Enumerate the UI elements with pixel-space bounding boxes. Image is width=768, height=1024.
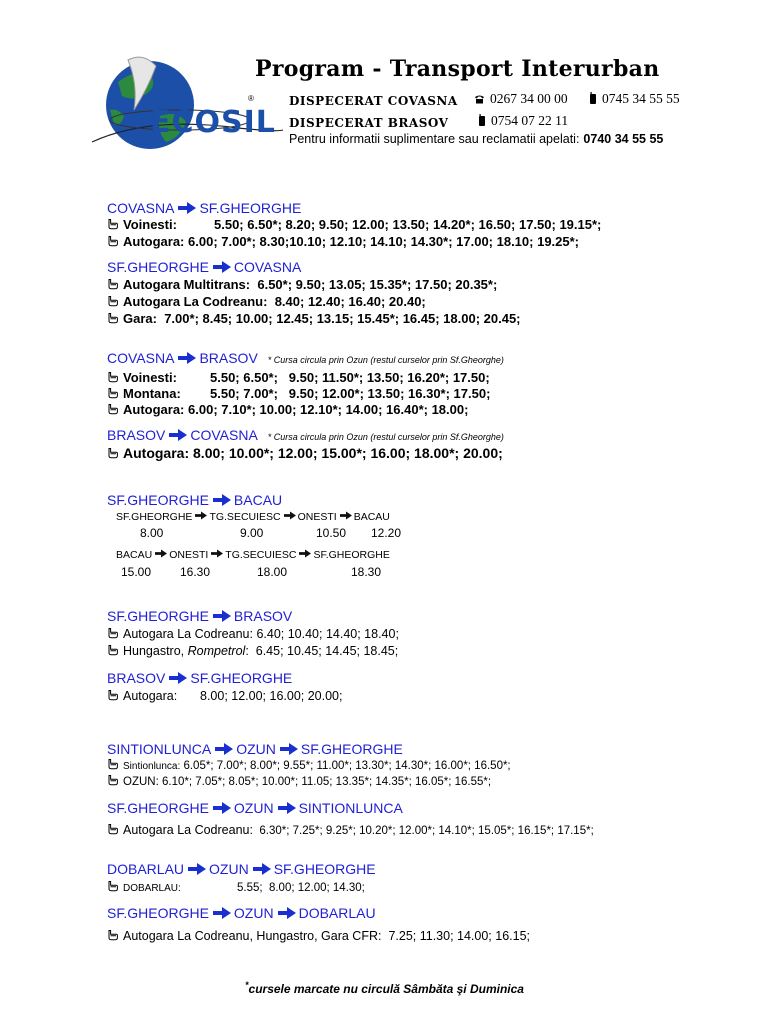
stop-time: 15.00 bbox=[121, 565, 152, 579]
schedule-line: Autogara La Codreanu: 8.40; 12.40; 16.40; 20.40; bbox=[107, 294, 426, 309]
dispatch-covasna-mobile: 0745 34 55 55 bbox=[589, 91, 680, 108]
route-dobarlau-ozun-sfgheorghe: DOBARLAU OZUN SF.GHEORGHE bbox=[107, 861, 376, 877]
stops-chain-return: BACAU ONESTI TG.SECUIESC SF.GHEORGHE bbox=[116, 549, 390, 561]
schedule-line: Sintionlunca: 6.05*; 7.00*; 8.00*; 9.55*; 11.00*; 13.30*; 14.30*; 16.00*; 16.50*; bbox=[107, 758, 511, 772]
registered-mark: ® bbox=[248, 94, 254, 103]
logo-text: ECOSIL bbox=[150, 105, 276, 140]
schedule-line: Montana: 5.50; 7.00*; 9.50; 12.00*; 13.50; 16.30*; 17.50; bbox=[107, 386, 490, 401]
route-brasov-covasna: BRASOV COVASNA * Cursa circula prin Ozun (restul curselor prin Sf.Gheorghe) bbox=[107, 427, 504, 443]
stops-chain-outbound: SF.GHEORGHE TG.SECUIESC ONESTI BACAU bbox=[116, 511, 390, 523]
route-sfgheorghe-brasov: SF.GHEORGHE BRASOV bbox=[107, 608, 293, 624]
schedule-line: Autogara La Codreanu: 6.30*; 7.25*; 9.25*; 10.20*; 12.00*; 14.10*; 15.05*; 16.15*; 17.15*; bbox=[107, 823, 594, 837]
arrow-right-icon bbox=[155, 549, 167, 558]
info-line: Pentru informatii suplimentare sau reclamatii apelati: 0740 34 55 55 bbox=[289, 132, 664, 146]
stop-time: 8.00 bbox=[140, 526, 164, 540]
pointing-hand-icon bbox=[107, 278, 119, 290]
dispatch-brasov-mobile: 0754 07 22 11 bbox=[478, 113, 568, 130]
arrow-right-icon bbox=[213, 802, 231, 814]
arrow-right-icon bbox=[284, 511, 296, 520]
route-sfgheorghe-bacau: SF.GHEORGHE BACAU bbox=[107, 492, 283, 508]
route-sintionlunca-ozun-sfgheorghe: SINTIONLUNCA OZUN SF.GHEORGHE bbox=[107, 741, 403, 757]
mobile-phone-icon bbox=[589, 92, 597, 108]
arrow-right-icon bbox=[278, 907, 296, 919]
stop-time: 18.00 bbox=[257, 565, 288, 579]
mobile-phone-icon bbox=[478, 114, 486, 130]
arrow-right-icon bbox=[169, 429, 187, 441]
page-title: Program - Transport Interurban bbox=[255, 56, 660, 82]
arrow-right-icon bbox=[340, 511, 352, 520]
arrow-right-icon bbox=[278, 802, 296, 814]
pointing-hand-icon bbox=[107, 295, 119, 307]
arrow-right-icon bbox=[213, 610, 231, 622]
arrow-right-icon bbox=[169, 672, 187, 684]
schedule-line: Autogara Multitrans: 6.50*; 9.50; 13.05; 15.35*; 17.50; 20.35*; bbox=[107, 277, 497, 292]
pointing-hand-icon bbox=[107, 644, 119, 656]
arrow-right-icon bbox=[299, 549, 311, 558]
footer-note: *cursele marcate nu circulă Sâmbăta şi Duminica bbox=[245, 980, 524, 996]
arrow-right-icon bbox=[211, 549, 223, 558]
schedule-line: Hungastro, Rompetrol: 6.45; 10.45; 14.45; 18.45; bbox=[107, 644, 398, 658]
schedule-line: OZUN: 6.10*; 7.05*; 8.05*; 10.00*; 11.05; 13.35*; 14.35*; 16.05*; 16.55*; bbox=[107, 774, 491, 788]
schedule-line: Autogara La Codreanu: 6.40; 10.40; 14.40; 18.40; bbox=[107, 627, 399, 641]
route-sfgheorghe-ozun-dobarlau: SF.GHEORGHE OZUN DOBARLAU bbox=[107, 905, 376, 921]
info-phone: 0740 34 55 55 bbox=[583, 132, 664, 146]
stop-time: 9.00 bbox=[240, 526, 264, 540]
pointing-hand-icon bbox=[107, 627, 119, 639]
arrow-right-icon bbox=[213, 261, 231, 273]
schedule-line: Autogara: 8.00; 12.00; 16.00; 20.00; bbox=[107, 689, 342, 703]
pointing-hand-icon bbox=[107, 823, 119, 835]
schedule-line: Voinesti: 5.50; 6.50*; 9.50; 11.50*; 13.50; 16.20*; 17.50; bbox=[107, 370, 490, 385]
arrow-right-icon bbox=[178, 352, 196, 364]
schedule-line: DOBARLAU: 5.55; 8.00; 12.00; 14.30; bbox=[107, 880, 365, 894]
schedule-line: Voinesti: 5.50; 6.50*; 8.20; 9.50; 12.00; 13.50; 14.20*; 16.50; 17.50; 19.15*; bbox=[107, 217, 601, 232]
dispatch-covasna-phone: 0267 34 00 00 bbox=[474, 91, 568, 108]
route-sfgheorghe-ozun-sintionlunca: SF.GHEORGHE OZUN SINTIONLUNCA bbox=[107, 800, 403, 816]
pointing-hand-icon bbox=[107, 218, 119, 230]
pointing-hand-icon bbox=[107, 929, 119, 941]
stop-time: 10.50 bbox=[316, 526, 347, 540]
pointing-hand-icon bbox=[107, 403, 119, 415]
pointing-hand-icon bbox=[107, 312, 119, 324]
arrow-right-icon bbox=[213, 494, 231, 506]
schedule-line: Autogara: 8.00; 10.00*; 12.00; 15.00*; 16.00; 18.00*; 20.00; bbox=[107, 445, 503, 461]
schedule-line: Gara: 7.00*; 8.45; 10.00; 12.45; 13.15; 15.45*; 16.45; 18.00; 20.45; bbox=[107, 311, 521, 326]
pointing-hand-icon bbox=[107, 447, 119, 459]
stop-time: 16.30 bbox=[180, 565, 211, 579]
pointing-hand-icon bbox=[107, 235, 119, 247]
arrow-right-icon bbox=[215, 743, 233, 755]
pointing-hand-icon bbox=[107, 387, 119, 399]
telephone-icon bbox=[474, 92, 485, 108]
stop-time: 12.20 bbox=[371, 526, 402, 540]
arrow-right-icon bbox=[253, 863, 271, 875]
stop-time: 18.30 bbox=[351, 565, 382, 579]
route-covasna-brasov: COVASNA BRASOV * Cursa circula prin Ozun (restul curselor prin Sf.Gheorghe) bbox=[107, 350, 504, 366]
dispatch-brasov-label: DISPECERAT BRASOV bbox=[289, 116, 449, 130]
pointing-hand-icon bbox=[107, 758, 119, 770]
arrow-right-icon bbox=[188, 863, 206, 875]
schedule-line: Autogara: 6.00; 7.10*; 10.00; 12.10*; 14.00; 16.40*; 18.00; bbox=[107, 402, 468, 417]
route-brasov-sfgheorghe: BRASOV SF.GHEORGHE bbox=[107, 670, 293, 686]
schedule-line: Autogara: 6.00; 7.00*; 8.30;10.10; 12.10; 14.10; 14.30*; 17.00; 18.10; 19.25*; bbox=[107, 234, 579, 249]
arrow-right-icon bbox=[178, 202, 196, 214]
schedule-line: Autogara La Codreanu, Hungastro, Gara CFR: 7.25; 11.30; 14.00; 16.15; bbox=[107, 929, 530, 943]
pointing-hand-icon bbox=[107, 371, 119, 383]
dispatch-covasna-label: DISPECERAT COVASNA bbox=[289, 94, 458, 108]
pointing-hand-icon bbox=[107, 774, 119, 786]
arrow-right-icon bbox=[195, 511, 207, 520]
pointing-hand-icon bbox=[107, 880, 119, 892]
route-covasna-sfgheorghe: COVASNA SF.GHEORGHE bbox=[107, 200, 302, 216]
arrow-right-icon bbox=[213, 907, 231, 919]
pointing-hand-icon bbox=[107, 689, 119, 701]
arrow-right-icon bbox=[280, 743, 298, 755]
route-sfgheorghe-covasna: SF.GHEORGHE COVASNA bbox=[107, 259, 302, 275]
